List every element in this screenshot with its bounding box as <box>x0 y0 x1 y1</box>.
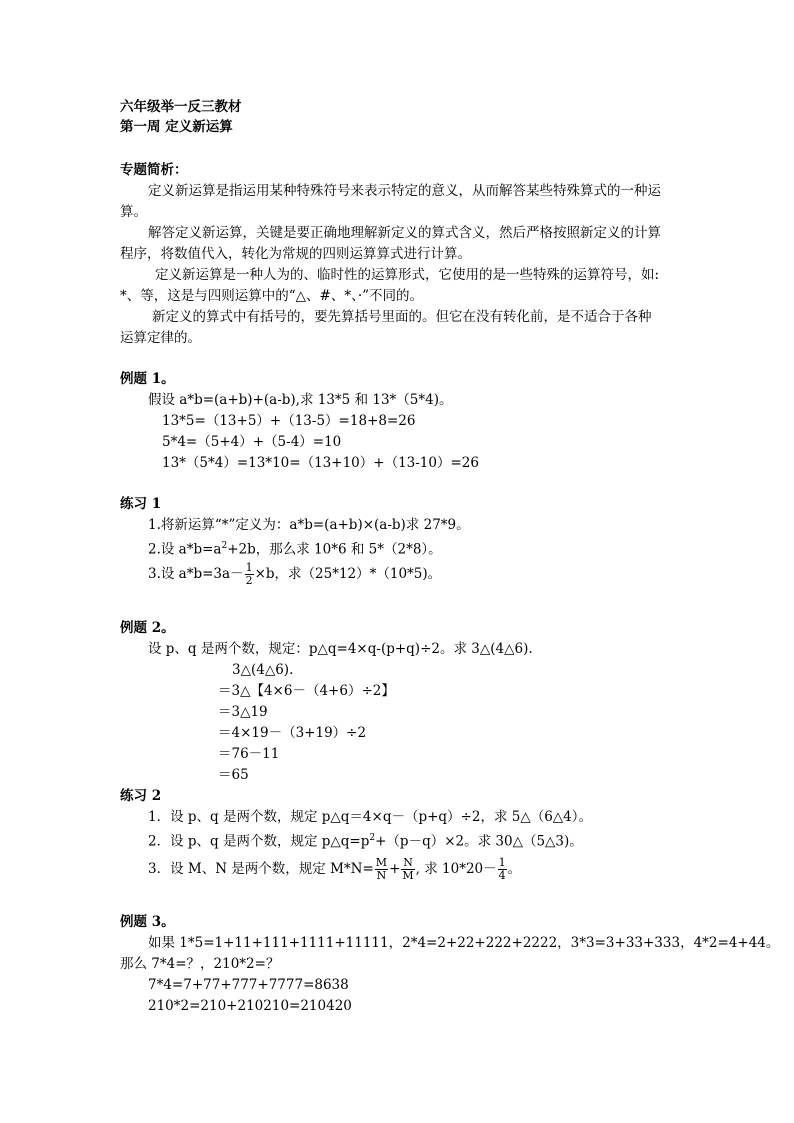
example-2-line: ＝3△【4×6－（4+6）÷2】 <box>218 683 395 699</box>
exercise-2-item-text: 。 <box>507 861 522 877</box>
example-2-line: ＝4×19－（3+19）÷2 <box>218 725 367 741</box>
fraction-numerator: N <box>403 856 413 869</box>
fraction-numerator: 1 <box>498 856 506 869</box>
example-3-line: 210*2=210+210210=210420 <box>148 998 352 1014</box>
fraction <box>245 562 254 587</box>
fraction-denominator: 2 <box>245 574 253 587</box>
analysis-heading: 专题简析： <box>120 162 188 178</box>
analysis-paragraph-1: 定义新运算是指运用某种特殊符号来表示特定的意义，从而解答某些特殊算式的一种运 <box>148 183 661 199</box>
exercise-2-item-text: 3．设 M、N 是两个数，规定 M*N= <box>148 861 374 877</box>
exercise-2-item <box>148 829 583 851</box>
example-2-line: 设 p、q 是两个数，规定：p△q=4×q-(p+q)÷2。求 3△(4△6). <box>148 641 533 657</box>
exercise-1-item-text: ×b，求（25*12）*（10*5)。 <box>254 566 442 582</box>
exercise-2-item-superscript: 2 <box>369 833 376 843</box>
exercise-1-item <box>148 537 442 559</box>
exercise-2-item: 1．设 p、q 是两个数，规定 p△q＝4×q－（p+q）÷2，求 5△（6△4）。 <box>148 809 593 825</box>
document-title: 六年级举一反三教材 <box>120 99 242 115</box>
example-3-line: 7*4=7+77+777+7777=8638 <box>148 977 349 993</box>
example-1-line: 13*（5*4）=13*10=（13+10）+（13-10）=26 <box>162 455 479 471</box>
exercise-1-item-text: +2b，那么求 10*6 和 5*（2*8）。 <box>227 541 442 558</box>
example-3-heading: 例题 3。 <box>120 914 175 930</box>
fraction-numerator: M <box>375 856 388 869</box>
example-2-line: 3△(4△6). <box>232 662 294 678</box>
example-2-line: ＝65 <box>218 767 249 783</box>
exercise-2-item-text: 2．设 p、q 是两个数，规定 p△q=p <box>148 833 370 850</box>
example-1-line: 5*4=（5+4）+（5-4）=10 <box>162 434 342 450</box>
exercise-1-heading: 练习 1 <box>120 496 162 512</box>
fraction-denominator: M <box>402 869 414 882</box>
exercise-2-heading: 练习 2 <box>120 788 162 804</box>
fraction <box>498 857 507 882</box>
analysis-paragraph-1-cont: 算。 <box>120 204 147 220</box>
analysis-paragraph-4: 新定义的算式中有括号的，要先算括号里面的。但它在没有转化前，是不适合于各种 <box>152 309 652 325</box>
exercise-2-item-text: +（p－q）×2。求 30△（5△3)。 <box>375 833 583 850</box>
example-3-line: 那么 7*4=？，210*2=？ <box>120 956 280 972</box>
exercise-2-item-text: , 求 10*20－ <box>415 861 497 877</box>
analysis-paragraph-2: 解答定义新运算，关键是要正确地理解新定义的算式含义，然后严格按照新定义的计算 <box>148 225 661 241</box>
exercise-1-item-superscript: 2 <box>221 541 228 551</box>
analysis-paragraph-2-cont: 程序，将数值代入，转化为常规的四则运算算式进行计算。 <box>120 246 471 262</box>
example-2-heading: 例题 2。 <box>120 620 175 636</box>
document-subtitle: 第一周 定义新运算 <box>120 119 233 135</box>
example-1-line: 13*5=（13+5）+（13-5）=18+8=26 <box>162 413 416 429</box>
analysis-paragraph-3-cont: *、等，这是与四则运算中的“△、#、*、·”不同的。 <box>120 288 424 304</box>
exercise-1-item: 1.将新运算“*”定义为：a*b=(a+b)×(a-b)求 27*9。 <box>148 517 470 533</box>
fraction-denominator: N <box>376 869 387 882</box>
exercise-1-item-text: 2.设 a*b=a <box>148 541 222 558</box>
example-2-line: ＝3△19 <box>218 704 268 720</box>
fraction <box>375 857 388 882</box>
fraction <box>401 857 414 882</box>
exercise-1-item <box>148 562 441 587</box>
analysis-paragraph-4-cont: 运算定律的。 <box>120 330 201 346</box>
plus-sign: + <box>389 861 401 877</box>
exercise-1-item-text: 3.设 a*b=3a－ <box>148 566 244 582</box>
example-2-line: ＝76－11 <box>218 746 280 762</box>
analysis-paragraph-3: 定义新运算是一种人为的、临时性的运算形式，它使用的是一些特殊的运算符号，如: <box>155 267 660 283</box>
fraction-numerator: 1 <box>245 561 253 574</box>
exercise-2-item <box>148 857 521 882</box>
fraction-denominator: 4 <box>498 869 506 882</box>
example-1-line: 假设 a*b=(a+b)+(a-b),求 13*5 和 13*（5*4)。 <box>148 392 453 408</box>
example-3-line: 如果 1*5=1+11+111+1111+11111，2*4=2+22+222+2222，3*3=3+33+333，4*2=4+44。 <box>148 935 780 951</box>
example-1-heading: 例题 1。 <box>120 371 175 387</box>
